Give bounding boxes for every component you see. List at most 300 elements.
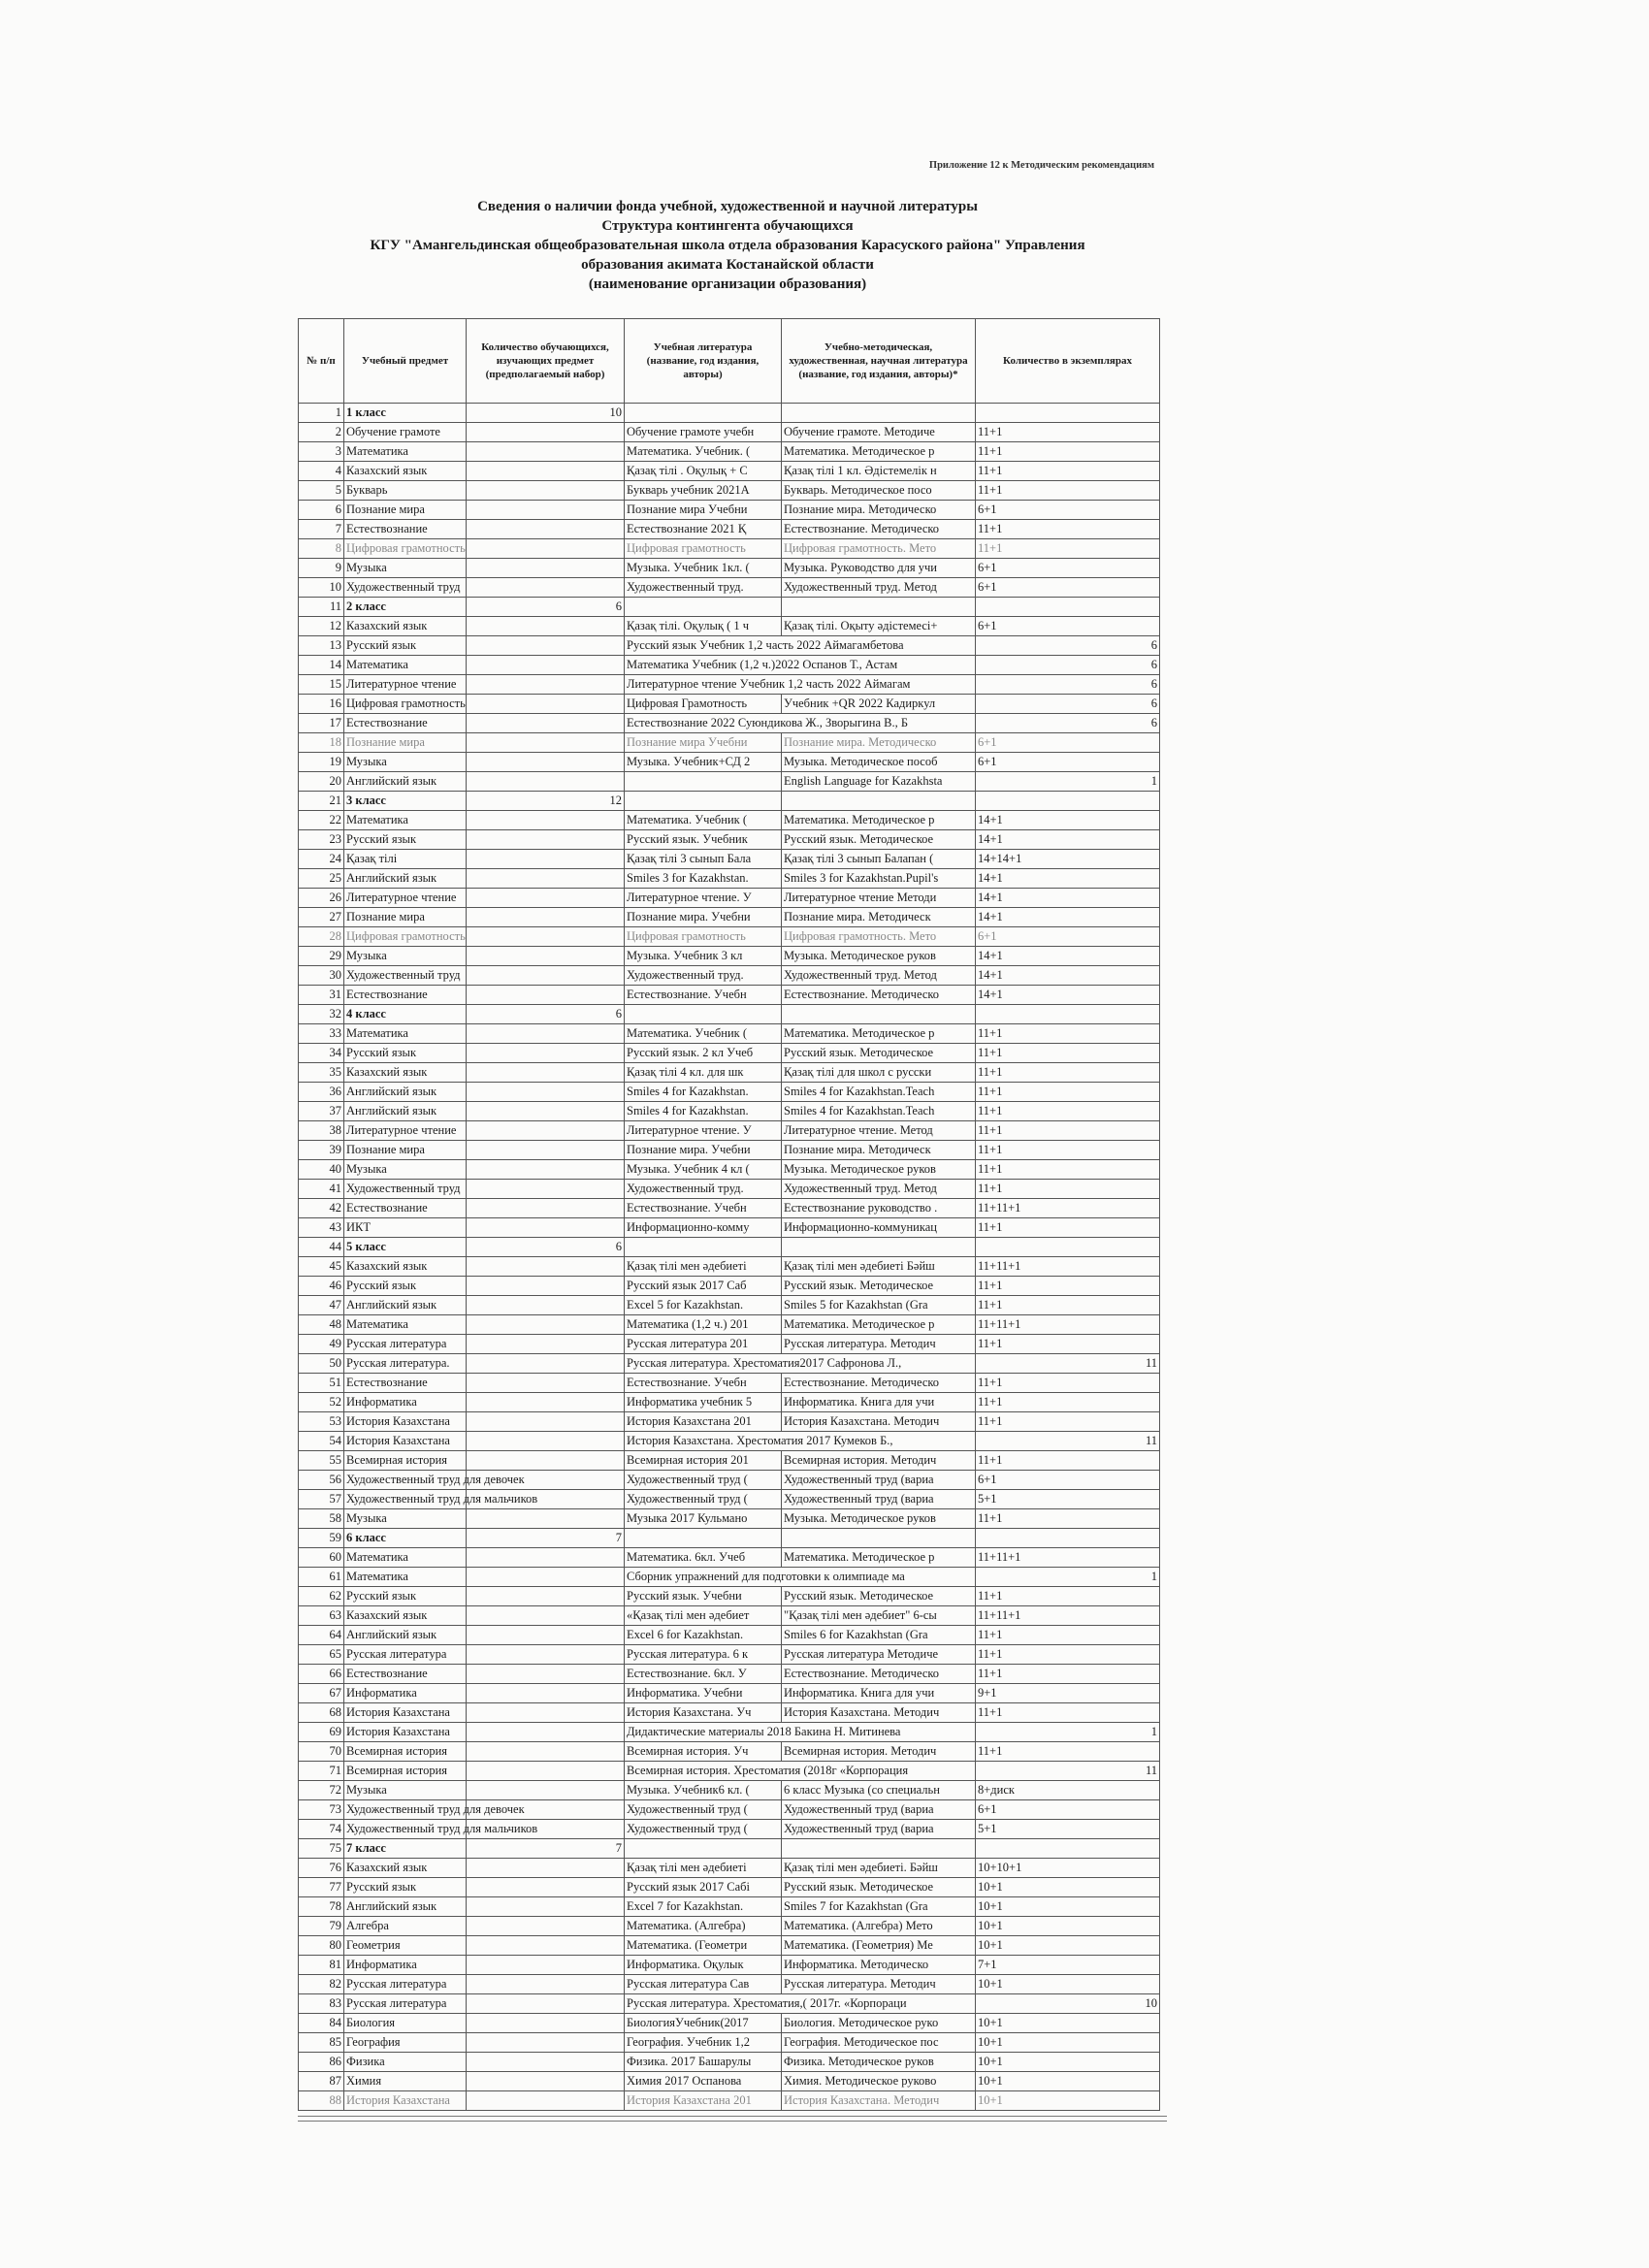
- row-subject: Химия: [344, 2072, 467, 2091]
- row-methodical: География. Методическое пос: [782, 2033, 976, 2053]
- row-number: 30: [299, 966, 344, 986]
- row-subject: Музыка: [344, 559, 467, 578]
- row-copies: 11+1: [976, 1451, 1160, 1471]
- table-body: [299, 404, 1160, 2111]
- table-row: [299, 1723, 1160, 1742]
- table-row: [299, 1335, 1160, 1354]
- row-subject: Художественный труд для мальчиков: [344, 1490, 467, 1509]
- row-number: 56: [299, 1471, 344, 1490]
- row-number: 87: [299, 2072, 344, 2091]
- row-methodical: Естествознание. Методическо: [782, 986, 976, 1005]
- row-copies: 11+1: [976, 1063, 1160, 1083]
- row-methodical: Математика. (Алгебра) Мето: [782, 1917, 976, 1936]
- table-row: [299, 442, 1160, 462]
- table-row: [299, 539, 1160, 559]
- table-header-row: [299, 319, 1160, 404]
- row-student-count: [467, 539, 625, 559]
- row-textbook: [625, 1529, 782, 1548]
- row-subject: Музыка: [344, 1509, 467, 1529]
- row-textbook: Обучение грамоте учебн: [625, 423, 782, 442]
- row-subject: Естествознание: [344, 1199, 467, 1218]
- row-student-count: [467, 2072, 625, 2091]
- row-subject: Художественный труд: [344, 966, 467, 986]
- row-methodical: Учебник +QR 2022 Кадиркул: [782, 695, 976, 714]
- row-number: 25: [299, 869, 344, 889]
- row-student-count: [467, 695, 625, 714]
- row-subject: 3 класс: [344, 792, 467, 811]
- table-row: [299, 733, 1160, 753]
- row-methodical: Художественный труд. Метод: [782, 578, 976, 598]
- header-subject: Учебный предмет: [344, 319, 467, 404]
- table-row: [299, 1645, 1160, 1665]
- row-number: 53: [299, 1412, 344, 1432]
- row-textbook: Информационно-комму: [625, 1218, 782, 1238]
- row-number: 2: [299, 423, 344, 442]
- row-student-count: [467, 1956, 625, 1975]
- row-student-count: [467, 578, 625, 598]
- row-textbook: Дидактические материалы 2018 Бакина Н. Митинева: [625, 1723, 976, 1742]
- row-copies: 11+1: [976, 1083, 1160, 1102]
- table-row: [299, 520, 1160, 539]
- table-row: [299, 830, 1160, 850]
- row-textbook: Қазақ тілі 4 кл. для шк: [625, 1063, 782, 1083]
- row-number: 21: [299, 792, 344, 811]
- table-row: [299, 1393, 1160, 1412]
- row-student-count: [467, 2053, 625, 2072]
- row-subject: Русский язык: [344, 636, 467, 656]
- row-subject: Художественный труд: [344, 578, 467, 598]
- row-textbook: Естествознание. Учебн: [625, 1374, 782, 1393]
- row-textbook: Smiles 4 for Kazakhstan.: [625, 1102, 782, 1121]
- row-copies: 11: [976, 1354, 1160, 1374]
- row-student-count: [467, 1587, 625, 1606]
- row-copies: 6: [976, 675, 1160, 695]
- row-number: 69: [299, 1723, 344, 1742]
- row-number: 17: [299, 714, 344, 733]
- row-methodical: Русский язык. Методическое: [782, 830, 976, 850]
- row-copies: 11+1: [976, 1044, 1160, 1063]
- row-number: 37: [299, 1102, 344, 1121]
- row-subject: Русская литература: [344, 1335, 467, 1354]
- row-subject: 4 класс: [344, 1005, 467, 1024]
- row-textbook: [625, 1005, 782, 1024]
- row-number: 76: [299, 1859, 344, 1878]
- row-copies: [976, 1238, 1160, 1257]
- row-subject: 7 класс: [344, 1839, 467, 1859]
- row-textbook: Естествознание 2021 Қ: [625, 520, 782, 539]
- row-subject: Художественный труд для девочек: [344, 1800, 467, 1820]
- row-copies: 14+1: [976, 908, 1160, 927]
- row-number: 55: [299, 1451, 344, 1471]
- row-subject: Биология: [344, 2014, 467, 2033]
- row-subject: Познание мира: [344, 733, 467, 753]
- row-copies: 5+1: [976, 1820, 1160, 1839]
- row-subject: Математика: [344, 811, 467, 830]
- row-student-count: [467, 1626, 625, 1645]
- row-number: 45: [299, 1257, 344, 1277]
- row-student-count: [467, 1102, 625, 1121]
- table-row: [299, 1956, 1160, 1975]
- row-subject: История Казахстана: [344, 2091, 467, 2111]
- row-number: 35: [299, 1063, 344, 1083]
- row-student-count: [467, 869, 625, 889]
- row-textbook: Математика. Учебник (: [625, 811, 782, 830]
- row-subject: Познание мира: [344, 501, 467, 520]
- row-number: 68: [299, 1703, 344, 1723]
- row-student-count: [467, 1296, 625, 1315]
- table-row: [299, 2091, 1160, 2111]
- row-number: 18: [299, 733, 344, 753]
- row-number: 70: [299, 1742, 344, 1762]
- row-student-count: [467, 966, 625, 986]
- header-copies: Количество в экземплярах: [976, 319, 1160, 404]
- row-student-count: [467, 1141, 625, 1160]
- row-copies: 6+1: [976, 1471, 1160, 1490]
- row-methodical: Познание мира. Методическ: [782, 908, 976, 927]
- table-row: [299, 1703, 1160, 1723]
- row-subject: Всемирная история: [344, 1451, 467, 1471]
- row-copies: 11+1: [976, 1024, 1160, 1044]
- row-student-count: [467, 733, 625, 753]
- table-row: [299, 1374, 1160, 1393]
- row-student-count: [467, 1412, 625, 1432]
- row-student-count: [467, 675, 625, 695]
- row-subject: Познание мира: [344, 1141, 467, 1160]
- row-methodical: Информатика. Книга для учи: [782, 1393, 976, 1412]
- table-row: [299, 1897, 1160, 1917]
- header-textbooks: Учебная литература (название, год издания, авторы): [625, 319, 782, 404]
- row-textbook: Русский язык 2017 Сабі: [625, 1878, 782, 1897]
- row-copies: 6: [976, 656, 1160, 675]
- row-textbook: Математика. Учебник (: [625, 1024, 782, 1044]
- row-copies: 11+1: [976, 442, 1160, 462]
- row-textbook: Букварь учебник 2021А: [625, 481, 782, 501]
- row-subject: Естествознание: [344, 1665, 467, 1684]
- row-copies: 11+1: [976, 1393, 1160, 1412]
- row-number: 66: [299, 1665, 344, 1684]
- table-row: [299, 1141, 1160, 1160]
- table-row: [299, 1277, 1160, 1296]
- table-row: [299, 850, 1160, 869]
- table-row: [299, 695, 1160, 714]
- row-subject: 2 класс: [344, 598, 467, 617]
- row-subject: Қазақ тілі: [344, 850, 467, 869]
- row-textbook: [625, 792, 782, 811]
- row-copies: [976, 792, 1160, 811]
- row-student-count: [467, 423, 625, 442]
- row-number: 8: [299, 539, 344, 559]
- row-copies: 10+1: [976, 2091, 1160, 2111]
- row-student-count: [467, 1024, 625, 1044]
- row-textbook: Литературное чтение Учебник 1,2 часть 2022 Аймагам: [625, 675, 976, 695]
- row-textbook: Естествознание. Учебн: [625, 1199, 782, 1218]
- row-student-count: [467, 1684, 625, 1703]
- table-row: [299, 1490, 1160, 1509]
- table-row: [299, 1257, 1160, 1277]
- table-row: [299, 1684, 1160, 1703]
- header-students: Количество обучающихся, изучающих предмет (предполагаемый набор): [467, 319, 625, 404]
- row-student-count: [467, 2033, 625, 2053]
- row-methodical: [782, 1839, 976, 1859]
- row-student-count: [467, 481, 625, 501]
- row-textbook: Математика (1,2 ч.) 201: [625, 1315, 782, 1335]
- row-textbook: Smiles 4 for Kazakhstan.: [625, 1083, 782, 1102]
- row-textbook: Художественный труд.: [625, 578, 782, 598]
- row-copies: 11+1: [976, 1160, 1160, 1180]
- row-methodical: Smiles 4 for Kazakhstan.Teach: [782, 1083, 976, 1102]
- row-student-count: [467, 1606, 625, 1626]
- row-number: 67: [299, 1684, 344, 1703]
- table-row: [299, 986, 1160, 1005]
- row-number: 79: [299, 1917, 344, 1936]
- row-copies: 6: [976, 714, 1160, 733]
- heading-line-4: образования акимата Костанайской области: [581, 257, 874, 273]
- row-copies: 14+1: [976, 811, 1160, 830]
- table-row: [299, 947, 1160, 966]
- row-methodical: Художественный труд (вариа: [782, 1490, 976, 1509]
- table-row: [299, 889, 1160, 908]
- row-textbook: Информатика. Учебни: [625, 1684, 782, 1703]
- row-textbook: Художественный труд.: [625, 966, 782, 986]
- row-number: 61: [299, 1568, 344, 1587]
- row-student-count: [467, 1451, 625, 1471]
- row-number: 16: [299, 695, 344, 714]
- table-row: [299, 1878, 1160, 1897]
- table-row: [299, 656, 1160, 675]
- table-row: [299, 1218, 1160, 1238]
- row-subject: Математика: [344, 1568, 467, 1587]
- row-subject: Казахский язык: [344, 1063, 467, 1083]
- row-textbook: Русская литература. Хрестоматия,( 2017г. «Корпораци: [625, 1994, 976, 2014]
- row-number: 60: [299, 1548, 344, 1568]
- table-row: [299, 1548, 1160, 1568]
- row-methodical: Русская литература. Методич: [782, 1335, 976, 1354]
- row-number: 58: [299, 1509, 344, 1529]
- row-copies: 6+1: [976, 927, 1160, 947]
- class-header-row: [299, 598, 1160, 617]
- row-student-count: 10: [467, 404, 625, 423]
- row-textbook: Қазақ тілі 3 сынып Бала: [625, 850, 782, 869]
- literature-table: [298, 318, 1160, 2111]
- table-row: [299, 753, 1160, 772]
- row-textbook: Математика. (Геометри: [625, 1936, 782, 1956]
- row-subject: История Казахстана: [344, 1412, 467, 1432]
- row-copies: 11+1: [976, 1141, 1160, 1160]
- row-subject: Литературное чтение: [344, 675, 467, 695]
- row-student-count: [467, 1509, 625, 1529]
- row-student-count: [467, 927, 625, 947]
- table-row: [299, 481, 1160, 501]
- row-textbook: Музыка. Учебник+СД 2: [625, 753, 782, 772]
- row-subject: Казахский язык: [344, 462, 467, 481]
- row-textbook: Художественный труд (: [625, 1490, 782, 1509]
- table-row: [299, 1296, 1160, 1315]
- row-copies: 11+1: [976, 1218, 1160, 1238]
- row-methodical: 6 класс Музыка (со специальн: [782, 1781, 976, 1800]
- row-textbook: Познание мира. Учебни: [625, 908, 782, 927]
- row-subject: Информатика: [344, 1684, 467, 1703]
- row-subject: Русский язык: [344, 1587, 467, 1606]
- row-number: 77: [299, 1878, 344, 1897]
- row-student-count: [467, 1917, 625, 1936]
- table-row: [299, 423, 1160, 442]
- table-row: [299, 559, 1160, 578]
- row-methodical: Цифровая грамотность. Мето: [782, 927, 976, 947]
- row-methodical: Математика. (Геометрия) Ме: [782, 1936, 976, 1956]
- row-textbook: Информатика. Оқулык: [625, 1956, 782, 1975]
- row-textbook: Всемирная история. Уч: [625, 1742, 782, 1762]
- row-number: 78: [299, 1897, 344, 1917]
- row-copies: 11+1: [976, 1374, 1160, 1393]
- row-copies: 11+1: [976, 539, 1160, 559]
- table-row: [299, 1024, 1160, 1044]
- row-methodical: Математика. Методическое р: [782, 1315, 976, 1335]
- row-subject: Музыка: [344, 1160, 467, 1180]
- row-copies: [976, 598, 1160, 617]
- row-number: 32: [299, 1005, 344, 1024]
- row-methodical: Художественный труд (вариа: [782, 1471, 976, 1490]
- row-student-count: [467, 1315, 625, 1335]
- row-copies: 10+1: [976, 1897, 1160, 1917]
- row-copies: 10+10+1: [976, 1859, 1160, 1878]
- row-subject: Математика: [344, 1024, 467, 1044]
- row-textbook: Художественный труд (: [625, 1800, 782, 1820]
- row-copies: 14+1: [976, 986, 1160, 1005]
- row-copies: 11+1: [976, 1121, 1160, 1141]
- row-number: 51: [299, 1374, 344, 1393]
- row-copies: 10+1: [976, 2014, 1160, 2033]
- row-subject: Русская литература: [344, 1975, 467, 1994]
- table-row: [299, 811, 1160, 830]
- row-subject: Всемирная история: [344, 1742, 467, 1762]
- row-textbook: Музыка. Учебник 3 кл: [625, 947, 782, 966]
- row-student-count: 7: [467, 1839, 625, 1859]
- row-number: 22: [299, 811, 344, 830]
- row-student-count: [467, 1432, 625, 1451]
- row-student-count: [467, 830, 625, 850]
- row-copies: 11+1: [976, 1645, 1160, 1665]
- row-subject: 5 класс: [344, 1238, 467, 1257]
- heading-line-3: КГУ "Амангельдинская общеобразовательная школа отдела образования Карасуского района" Управления: [370, 238, 1085, 253]
- row-student-count: [467, 1742, 625, 1762]
- row-student-count: [467, 1859, 625, 1878]
- table-row: [299, 2053, 1160, 2072]
- row-textbook: Литературное чтение. У: [625, 1121, 782, 1141]
- row-copies: 14+1: [976, 869, 1160, 889]
- row-textbook: Smiles 3 for Kazakhstan.: [625, 869, 782, 889]
- row-number: 11: [299, 598, 344, 617]
- row-subject: Математика: [344, 1315, 467, 1335]
- row-subject: Английский язык: [344, 869, 467, 889]
- row-textbook: Литературное чтение. У: [625, 889, 782, 908]
- row-subject: Цифровая грамотность: [344, 927, 467, 947]
- row-copies: 11+1: [976, 1412, 1160, 1432]
- row-number: 14: [299, 656, 344, 675]
- row-copies: 10+1: [976, 2072, 1160, 2091]
- row-textbook: Цифровая грамотность: [625, 539, 782, 559]
- row-student-count: [467, 947, 625, 966]
- row-copies: 6+1: [976, 501, 1160, 520]
- row-student-count: [467, 1703, 625, 1723]
- row-copies: 6+1: [976, 617, 1160, 636]
- row-copies: 6: [976, 695, 1160, 714]
- row-methodical: Информатика. Книга для учи: [782, 1684, 976, 1703]
- row-textbook: Русский язык. 2 кл Учеб: [625, 1044, 782, 1063]
- row-methodical: Всемирная история. Методич: [782, 1451, 976, 1471]
- row-number: 26: [299, 889, 344, 908]
- row-student-count: [467, 1257, 625, 1277]
- row-subject: Естествознание: [344, 520, 467, 539]
- row-subject: Английский язык: [344, 772, 467, 792]
- row-number: 10: [299, 578, 344, 598]
- row-textbook: БиологияУчебник(2017: [625, 2014, 782, 2033]
- row-subject: Музыка: [344, 1781, 467, 1800]
- row-textbook: [625, 772, 782, 792]
- row-textbook: [625, 598, 782, 617]
- row-textbook: Всемирная история 201: [625, 1451, 782, 1471]
- row-student-count: [467, 617, 625, 636]
- row-textbook: Физика. 2017 Башарулы: [625, 2053, 782, 2072]
- row-methodical: Информационно-коммуникац: [782, 1218, 976, 1238]
- row-student-count: [467, 1393, 625, 1412]
- row-methodical: Қазақ тілі для школ с русски: [782, 1063, 976, 1083]
- table-row: [299, 966, 1160, 986]
- row-student-count: [467, 1218, 625, 1238]
- table-row: [299, 869, 1160, 889]
- row-methodical: Қазақ тілі 3 сынып Балапан (: [782, 850, 976, 869]
- row-textbook: Русская литература 201: [625, 1335, 782, 1354]
- row-student-count: [467, 1083, 625, 1102]
- row-subject: Художественный труд для мальчиков: [344, 1820, 467, 1839]
- row-copies: 11+1: [976, 1742, 1160, 1762]
- row-textbook: [625, 1238, 782, 1257]
- row-textbook: Информатика учебник 5: [625, 1393, 782, 1412]
- row-methodical: [782, 1005, 976, 1024]
- table-row: [299, 1354, 1160, 1374]
- heading-line-1: Сведения о наличии фонда учебной, художественной и научной литературы: [477, 199, 978, 214]
- row-methodical: Қазақ тілі 1 кл. Әдістемелік н: [782, 462, 976, 481]
- row-methodical: Музыка. Методическое пособ: [782, 753, 976, 772]
- row-subject: Музыка: [344, 947, 467, 966]
- row-copies: 11+1: [976, 481, 1160, 501]
- row-number: 39: [299, 1141, 344, 1160]
- row-subject: Казахский язык: [344, 1859, 467, 1878]
- row-methodical: Қазақ тілі мен әдебиеті Бәйш: [782, 1257, 976, 1277]
- table-row: [299, 1820, 1160, 1839]
- row-methodical: Русский язык. Методическое: [782, 1878, 976, 1897]
- row-number: 74: [299, 1820, 344, 1839]
- table-row: [299, 1160, 1160, 1180]
- class-header-row: [299, 404, 1160, 423]
- row-copies: 9+1: [976, 1684, 1160, 1703]
- table-row: [299, 636, 1160, 656]
- row-subject: Английский язык: [344, 1296, 467, 1315]
- row-methodical: Smiles 3 for Kazakhstan.Pupil's: [782, 869, 976, 889]
- row-textbook: История Казахстана 201: [625, 2091, 782, 2111]
- row-subject: История Казахстана: [344, 1703, 467, 1723]
- row-student-count: [467, 1160, 625, 1180]
- row-number: 75: [299, 1839, 344, 1859]
- row-number: 34: [299, 1044, 344, 1063]
- row-number: 36: [299, 1083, 344, 1102]
- class-header-row: [299, 1839, 1160, 1859]
- row-number: 52: [299, 1393, 344, 1412]
- row-student-count: [467, 1897, 625, 1917]
- class-header-row: [299, 792, 1160, 811]
- row-methodical: Музыка. Методическое руков: [782, 1509, 976, 1529]
- row-subject: Русский язык: [344, 1878, 467, 1897]
- row-textbook: Музыка. Учебник 1кл. (: [625, 559, 782, 578]
